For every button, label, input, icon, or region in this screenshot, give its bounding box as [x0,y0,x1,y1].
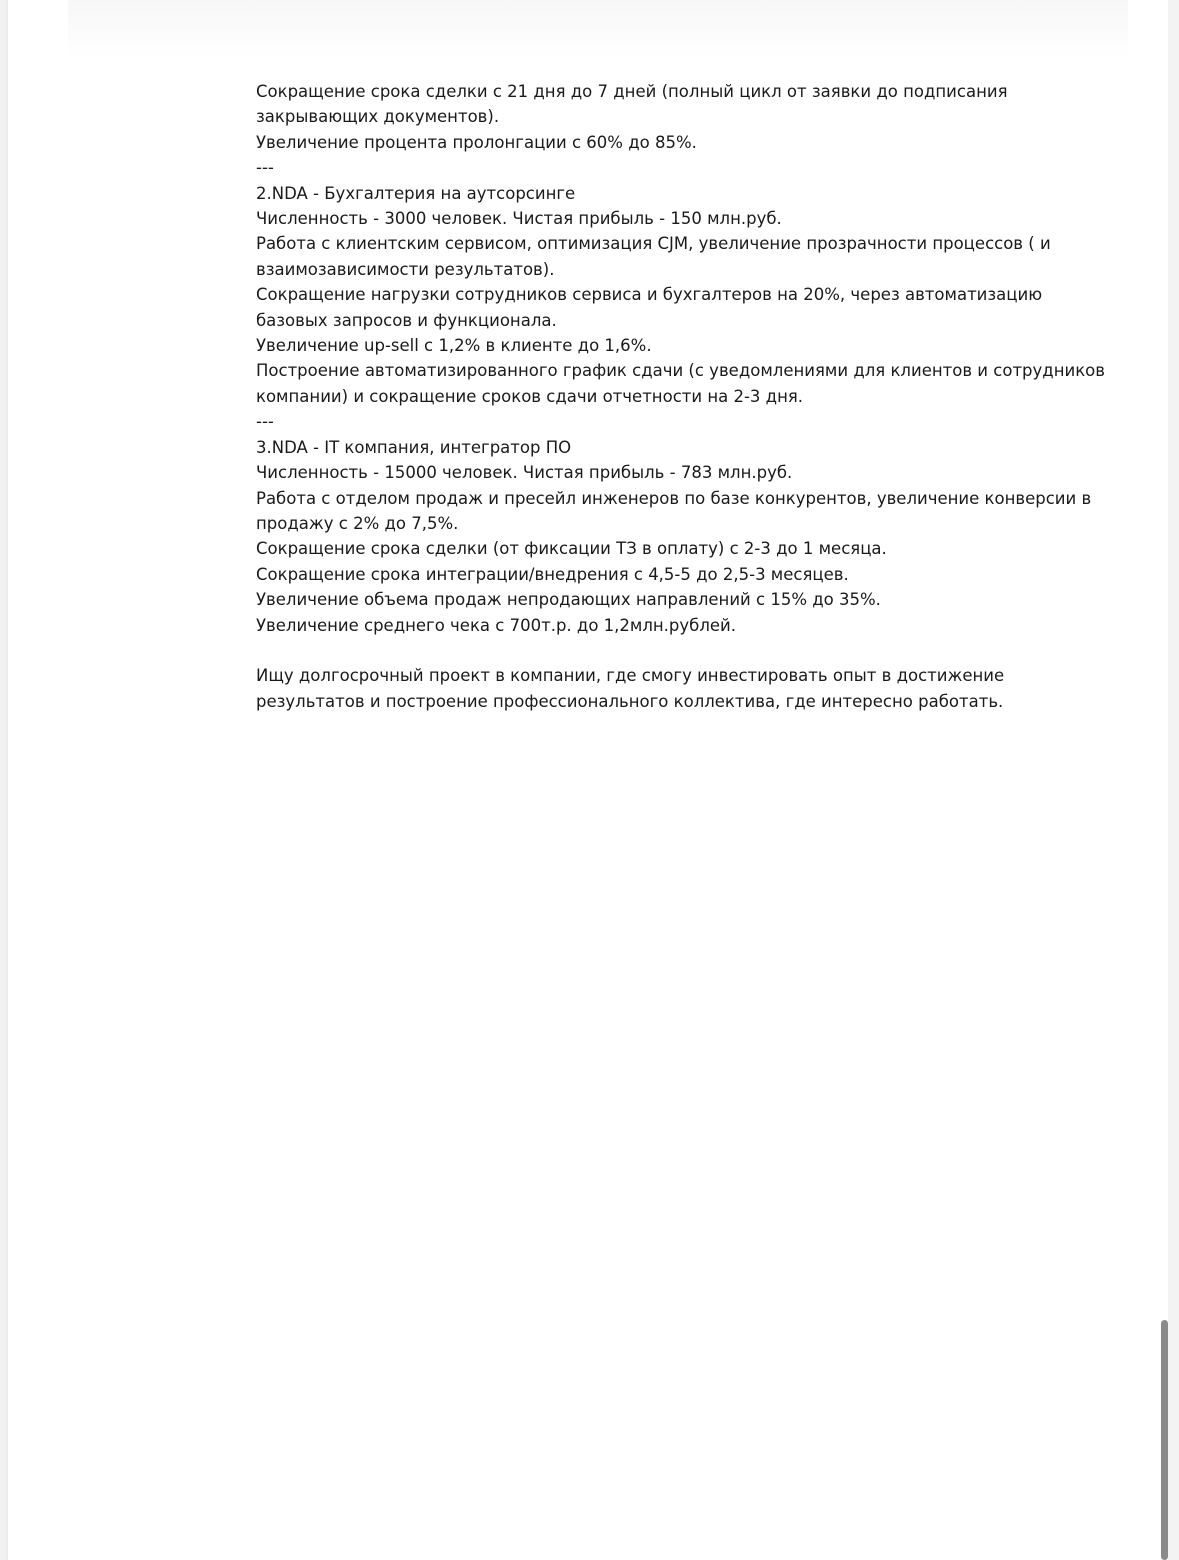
closing-paragraph: Ищу долгосрочный проект в компании, где смогу инвестировать опыт в достижение результатов и построение профессионального коллектива, где интересно работать. [256,666,1005,711]
page-top-shade [68,0,1128,60]
section-heading: 3.NDA - IT компания, интегратор ПО [256,437,572,457]
text-line: Сокращение срока сделки (от фиксации ТЗ в оплату) с 2-3 до 1 месяца. [256,539,887,559]
text-line: Увеличение среднего чека с 700т.р. до 1,2млн.рублей. [256,615,737,635]
section-heading: 2.NDA - Бухгалтерия на аутсорсинге [256,183,576,203]
text-line: Сокращение срока сделки с 21 дня до 7 дней (полный цикл от заявки до подписания закрывающих документов). [256,82,1008,127]
text-line: Увеличение процента пролонгации с 60% до 85%. [256,132,697,152]
text-line: Сокращение нагрузки сотрудников сервиса и бухгалтеров на 20%, через автоматизацию базовых запросов и функционала. [256,285,1043,330]
blank-line [256,638,1116,663]
text-line: Численность - 3000 человек. Чистая прибыль - 150 млн.руб. [256,209,782,229]
scrollbar-track[interactable] [1168,0,1179,1560]
text-line: Численность - 15000 человек. Чистая прибыль - 783 млн.руб. [256,463,793,483]
separator-line: --- [256,412,274,432]
text-line: Сокращение срока интеграции/внедрения с 4,5-5 до 2,5-3 месяцев. [256,564,849,584]
text-line: Увеличение объема продаж непродающих направлений с 15% до 35%. [256,590,881,610]
scrollbar-thumb[interactable] [1161,1320,1168,1560]
text-line: Увеличение up-sell с 1,2% в клиенте до 1,6%. [256,336,652,356]
text-line: Работа с отделом продаж и пресейл инженеров по базе конкурентов, увеличение конверсии в продажу с 2% до 7,5%. [256,488,1092,533]
separator-line: --- [256,158,274,178]
text-line: Построение автоматизированного график сдачи (с уведомлениями для клиентов и сотрудников компании) и сокращение сроков сдачи отчетности на 2-3 дня. [256,361,1105,406]
text-line: Работа с клиентским сервисом, оптимизация CJM, увеличение прозрачности процессов ( и взаимозависимости результатов). [256,234,1051,279]
document-page [8,0,1168,1560]
document-text [256,79,1116,714]
